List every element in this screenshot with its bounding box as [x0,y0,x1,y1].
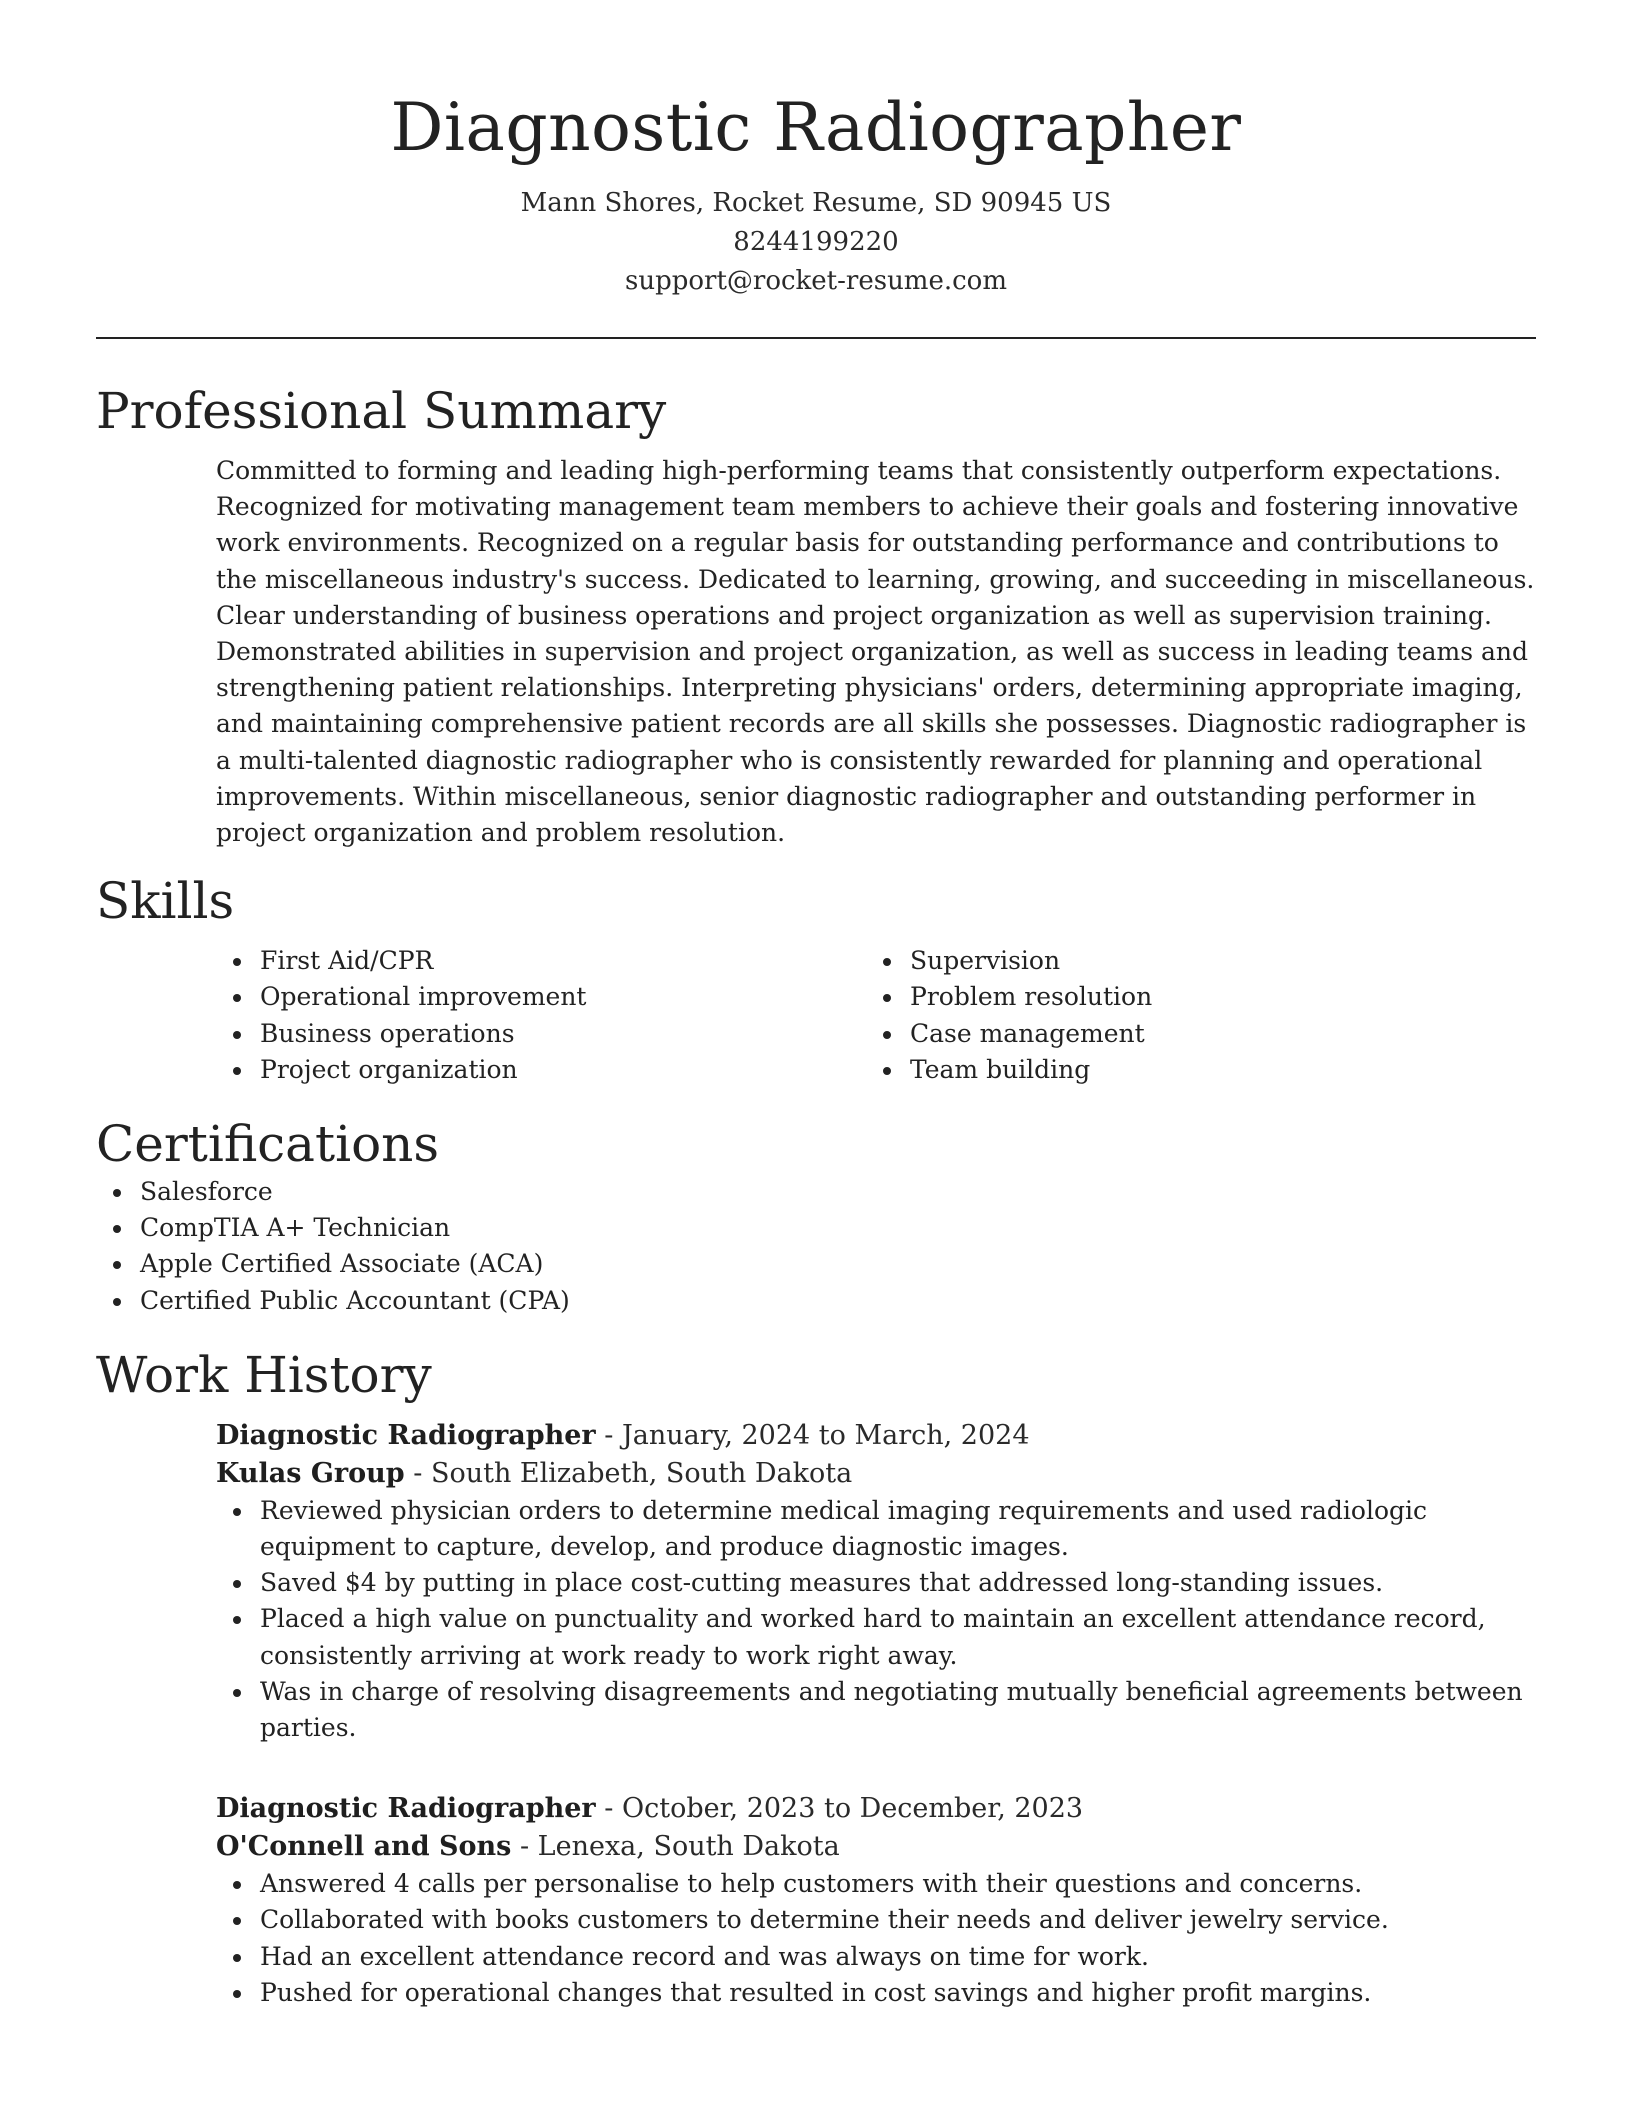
resume-page [96,0,1536,2011]
job-duty-text: Answered 4 calls per personalise to help customers with their questions and concerns. [260,1869,1363,1899]
bullet-dot [233,1990,241,1998]
bullet-dot [233,1616,241,1624]
job-duty-text: Placed a high value on punctuality and worked hard to maintain an excellent attendance record, consistently arriving at work ready to work right away. [260,1604,1486,1670]
bullet-dot [233,994,241,1002]
job-duty-item [216,1674,1536,1746]
section-title-summary: Professional Summary [96,382,667,440]
job-company: O'Connell and Sons [216,1831,512,1863]
job-company-line [216,1828,1536,1866]
bullet-dot [113,1225,121,1233]
skill-label: Problem resolution [910,982,1153,1012]
skill-label: Team building [910,1054,1091,1084]
skill-label: Business operations [260,1018,515,1048]
job-duty-item [216,1493,1536,1565]
job-duty-text: Was in charge of resolving disagreements and negotiating mutually beneficial agreements between parties. [260,1676,1523,1743]
job-duty-item [216,1902,1536,1938]
bullet-dot [883,958,891,966]
section-title-certifications: Certifications [96,1115,440,1174]
skill-item [216,943,866,979]
certification-label: Salesforce [140,1177,273,1207]
certification-label: Apple Certified Associate (ACA) [140,1249,544,1279]
bullet-dot [113,1189,121,1197]
section-title-work: Work History [96,1345,432,1404]
contact-block [96,184,1536,301]
job-duty-item [216,1866,1536,1902]
job-duty-item [216,1565,1536,1601]
bullet-dot [883,1031,891,1039]
job-duty-item [216,1601,1536,1673]
skill-label: Supervision [910,946,1061,976]
job-duty-text: Pushed for operational changes that resulted in cost savings and higher profit margins. [260,1977,1372,2007]
certification-label: CompTIA A+ Technician [140,1213,451,1243]
certifications-list [96,1174,1536,1319]
skill-item [866,1016,1516,1052]
job-entry [216,1790,1536,2011]
skill-item [216,979,866,1015]
bullet-dot [233,1881,241,1889]
skill-item [216,1052,866,1088]
job-location: - Lenexa, South Dakota [511,1831,840,1863]
bullet-dot [883,1067,891,1075]
job-dates: - January, 2024 to March, 2024 [595,1419,1030,1451]
job-duty-item [216,1975,1536,2011]
job-role: Diagnostic Radiographer [216,1419,596,1451]
certifications-section [96,1114,1536,1319]
job-entry [216,1417,1536,1746]
job-location: - South Elizabeth, South Dakota [404,1457,853,1489]
contact-email: support@rocket-resume.com [624,266,1007,296]
bullet-dot [233,1689,241,1697]
skills-columns [216,943,1536,1088]
bullet-dot [113,1261,121,1269]
certification-item [96,1210,1536,1246]
job-duties-list [216,1866,1536,2011]
job-duty-text: Saved $4 by putting in place cost-cutting measures that addressed long-standing issues. [260,1568,1384,1598]
bullet-dot [233,1031,241,1039]
bullet-dot [233,1917,241,1925]
skill-item [866,979,1516,1015]
skill-item [866,943,1516,979]
skill-item [216,1016,866,1052]
section-title-skills: Skills [96,872,235,931]
job-company: Kulas Group [216,1457,405,1489]
skills-section [96,871,1536,1088]
bullet-dot [883,994,891,1002]
certification-item [96,1246,1536,1282]
work-history-section [96,1345,1536,2011]
resume-header [96,0,1536,301]
skills-column-right [866,943,1516,1088]
skill-item [866,1052,1516,1088]
job-duty-text: Had an excellent attendance record and was always on time for work. [260,1941,1149,1971]
professional-summary-section [96,381,1536,851]
job-dates: - October, 2023 to December, 2023 [595,1793,1084,1825]
skill-label: Case management [910,1018,1145,1048]
candidate-title: Diagnostic Radiographer [390,89,1242,166]
job-company-line [216,1455,1536,1493]
job-role-line [216,1790,1536,1828]
header-divider [96,337,1536,339]
contact-phone: 8244199220 [733,227,899,257]
skills-column-left [216,943,866,1088]
job-duty-text: Collaborated with books customers to determine their needs and deliver jewelry service. [260,1905,1389,1935]
bullet-dot [113,1298,121,1306]
job-duty-text: Reviewed physician orders to determine medical imaging requirements and used radiologic equipment to capture, develop, and produce diagnostic images. [260,1495,1427,1562]
summary-text: Committed to forming and leading high-performing teams that consistently outperform expectations. Recognized for motivating management team members to achieve their goals and fostering innovative work environments. Recognized on a regular basis for outstanding performance and contributions to the miscellaneous industry's success. Dedicated to learning, growing, and succeeding in miscellaneous. Clear understanding of business operations and project organization as well as supervision training. Demonstrated abilities in supervision and project organization, as well as success in leading teams and strengthening patient relationships. Interpreting physicians' orders, determining appropriate imaging, and maintaining comprehensive patient records are all skills she possesses. Diagnostic radiographer is a multi-talented diagnostic radiographer who is consistently rewarded for planning and operational improvements. Within miscellaneous, senior diagnostic radiographer and outstanding performer in project organization and problem resolution. [216,456,1535,848]
contact-address: Mann Shores, Rocket Resume, SD 90945 US [520,188,1112,218]
certification-item [96,1283,1536,1319]
certification-item [96,1174,1536,1210]
skills-list-right [866,943,1516,1088]
skill-label: Project organization [260,1054,518,1084]
job-role: Diagnostic Radiographer [216,1793,596,1825]
job-role-line [216,1417,1536,1455]
certification-label: Certified Public Accountant (CPA) [140,1285,570,1315]
bullet-dot [233,1508,241,1516]
job-duty-item [216,1939,1536,1975]
skill-label: Operational improvement [260,982,587,1012]
bullet-dot [233,1067,241,1075]
job-duties-list [216,1493,1536,1746]
bullet-dot [233,958,241,966]
bullet-dot [233,1954,241,1962]
skill-label: First Aid/CPR [260,946,434,976]
skills-list-left [216,943,866,1088]
bullet-dot [233,1580,241,1588]
